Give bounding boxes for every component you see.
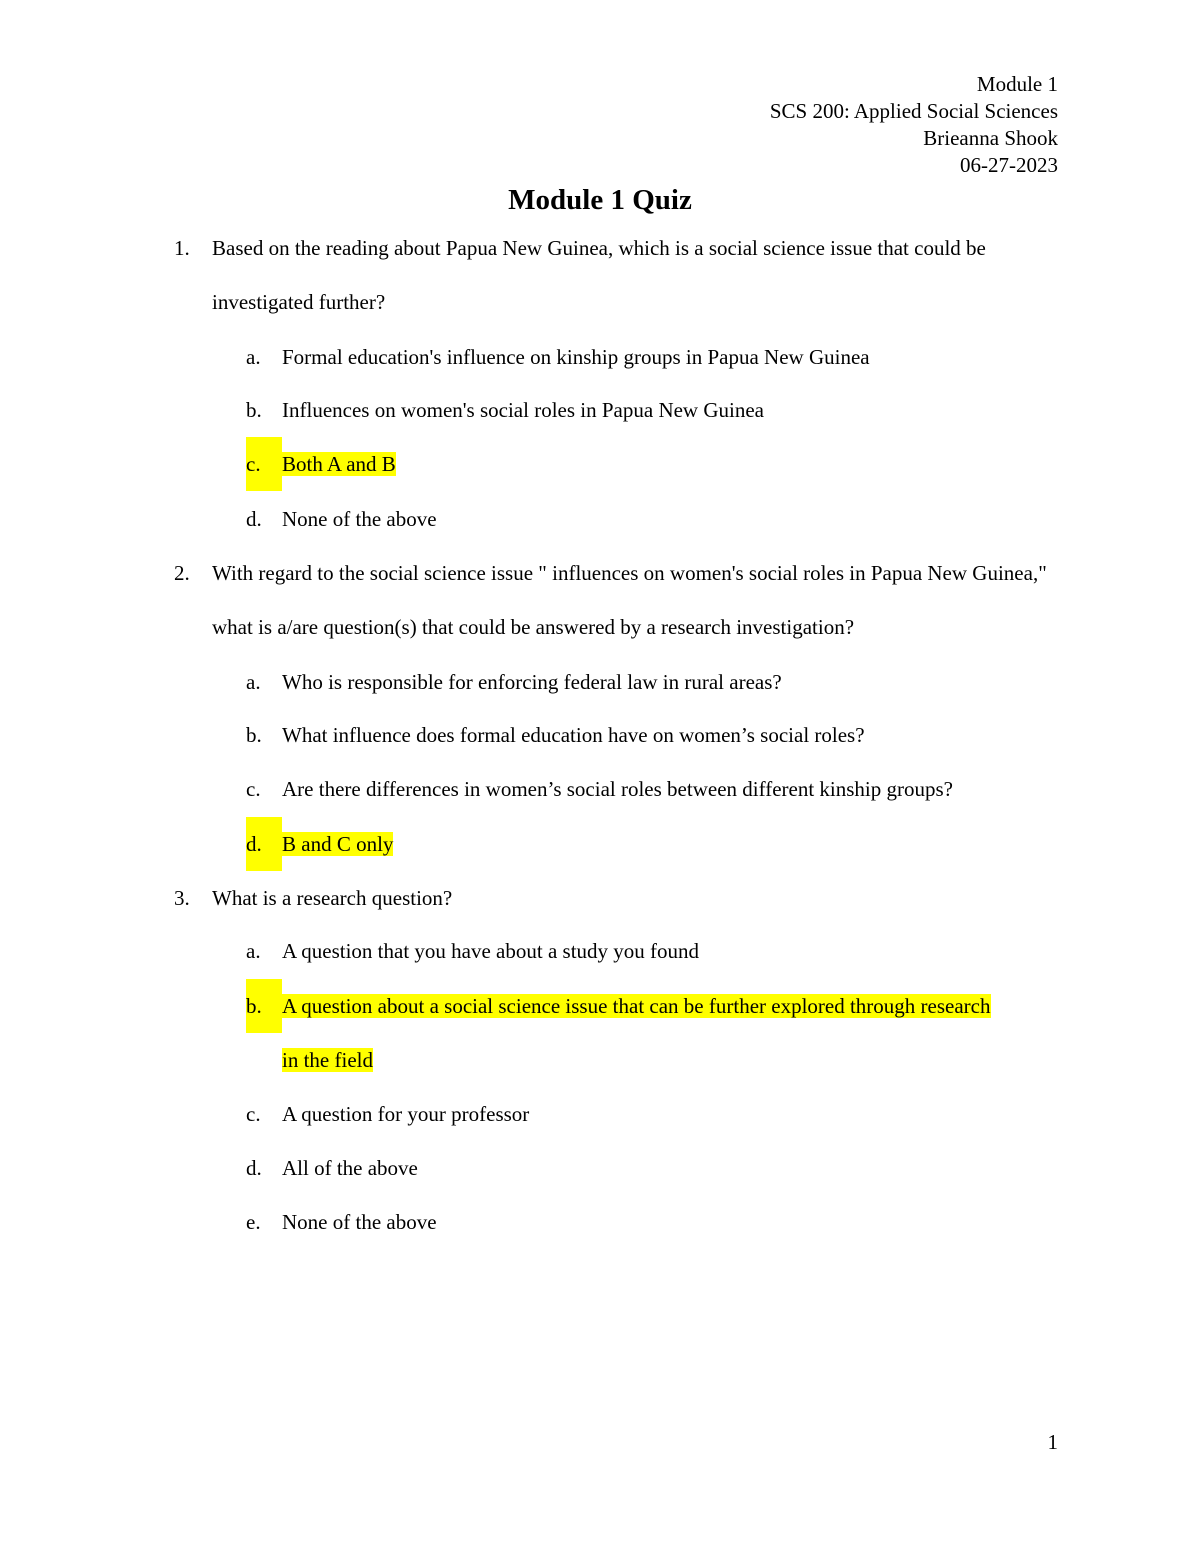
- option-letter: b.: [246, 398, 262, 422]
- header-module: Module 1: [976, 72, 1058, 96]
- option-text: Formal education's influence on kinship groups in Papua New Guinea: [282, 345, 870, 369]
- option-letter: d.: [246, 817, 282, 871]
- option-letter: e.: [246, 1210, 261, 1234]
- option-letter: a.: [246, 670, 261, 694]
- option-text-highlighted: B and C only: [282, 832, 394, 856]
- option-text: A question that you have about a study you found: [282, 939, 700, 963]
- option-text-highlighted: A question about a social science issue that can be further explored through research in the field: [282, 994, 991, 1072]
- option-letter: c.: [246, 777, 261, 801]
- question-number: 1.: [174, 236, 190, 260]
- question-number: 2.: [174, 561, 190, 585]
- option-letter: d.: [246, 507, 262, 531]
- header-author: Brieanna Shook: [923, 126, 1058, 150]
- page-title: Module 1 Quiz: [508, 184, 692, 216]
- option-letter: d.: [246, 1156, 262, 1180]
- option-text: Who is responsible for enforcing federal law in rural areas?: [282, 670, 782, 694]
- question-text: What is a research question?: [212, 886, 453, 910]
- header-date: 06-27-2023: [960, 153, 1058, 177]
- option-letter: b.: [246, 723, 262, 747]
- header-block: [770, 71, 1058, 179]
- question-number: 3.: [174, 886, 190, 910]
- header-course: SCS 200: Applied Social Sciences: [769, 99, 1058, 123]
- option-letter: c.: [246, 437, 282, 491]
- option-text: None of the above: [282, 507, 437, 531]
- option-text-highlighted: Both A and B: [282, 452, 396, 476]
- option-letter: a.: [246, 939, 261, 963]
- option-text: A question for your professor: [282, 1102, 530, 1126]
- option-text: All of the above: [282, 1156, 418, 1180]
- question-text: With regard to the social science issue " influences on women's social roles in Papua New Guinea," what is a/are question(s) that could be answered by a research investigation?: [212, 561, 1047, 639]
- question-text: Based on the reading about Papua New Guinea, which is a social science issue that could be investigated further?: [212, 236, 986, 314]
- option-text: What influence does formal education have on women’s social roles?: [282, 723, 865, 747]
- option-letter: c.: [246, 1102, 261, 1126]
- option-text: Influences on women's social roles in Papua New Guinea: [282, 398, 764, 422]
- option-letter: b.: [246, 979, 282, 1033]
- option-text: Are there differences in women’s social roles between different kinship groups?: [282, 777, 954, 801]
- option-text: None of the above: [282, 1210, 437, 1234]
- page-number: 1: [1047, 1430, 1058, 1454]
- option-letter: a.: [246, 345, 261, 369]
